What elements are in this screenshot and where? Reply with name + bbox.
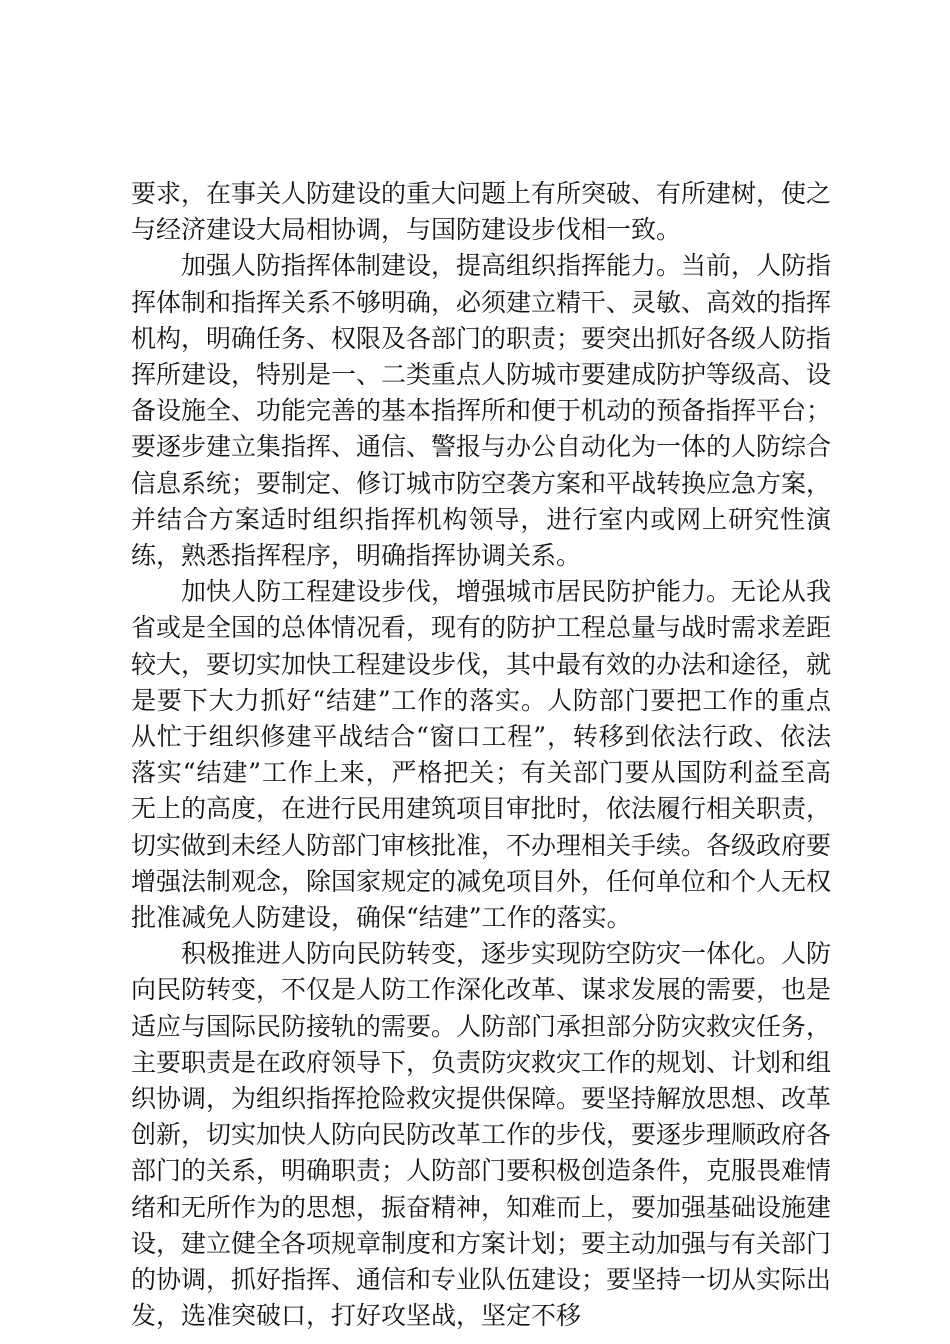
paragraph-command-system: 加强人防指挥体制建设，提高组织指挥能力。当前，人防指挥体制和指挥关系不够明确，必须建立精干、灵敏、高效的指挥机构，明确任务、权限及各部门的职责；要突出抓好各级人防指挥所建设，特别是一、二类重点人防城市要建成防护等级高、设备设施全、功能完善的基本指挥所和便于机动的预备指挥平台；要逐步建立集指挥、通信、警报与办公自动化为一体的人防综合信息系统；要制定、修订城市防空袭方案和平战转换应急方案，并结合方案适时组织指挥机构领导，进行室内或网上研究性演练，熟悉指挥程序，明确指挥协调关系。 bbox=[131, 251, 832, 571]
paragraph-civil-defense: 积极推进人防向民防转变，逐步实现防空防灾一体化。人防向民防转变，不仅是人防工作深化改革、谋求发展的需要，也是适应与国际民防接轨的需要。人防部门承担部分防灾救灾任务，主要职责是在政府领导下，负责防灾救灾工作的规划、计划和组织协调，为组织指挥抢险救灾提供保障。要坚持解放思想、改革创新，切实加快人防向民防改革工作的步伐，要逐步理顺政府各部门的关系，明确职责；人防部门要积极创造条件，克服畏难情绪和无所作为的思想，振奋精神，知难而上，要加强基础设施建设，建立健全各项规章制度和方案计划；要主动加强与有关部门的协调，抓好指挥、通信和专业队伍建设；要坚持一切从实际出发，选准突破口，打好攻坚战，坚定不移 bbox=[131, 939, 832, 1331]
paragraph-continuation: 要求，在事关人防建设的重大问题上有所突破、有所建树，使之与经济建设大局相协调，与国防建设步伐相一致。 bbox=[131, 179, 832, 245]
paragraph-engineering: 加快人防工程建设步伐，增强城市居民防护能力。无论从我省或是全国的总体情况看，现有的防护工程总量与战时需求差距较大，要切实加快工程建设步伐，其中最有效的办法和途径，就是要下大力抓好“结建”工作的落实。人防部门要把工作的重点从忙于组织修建平战结合“窗口工程”，转移到依法行政、依法落实“结建”工作上来，严格把关；有关部门要从国防利益至高无上的高度，在进行民用建筑项目审批时，依法履行相关职责，切实做到未经人防部门审核批准，不办理相关手续。各级政府要增强法制观念，除国家规定的减免项目外，任何单位和个人无权批准减免人防建设，确保“结建”工作的落实。 bbox=[131, 577, 832, 933]
body-text bbox=[131, 176, 831, 1335]
